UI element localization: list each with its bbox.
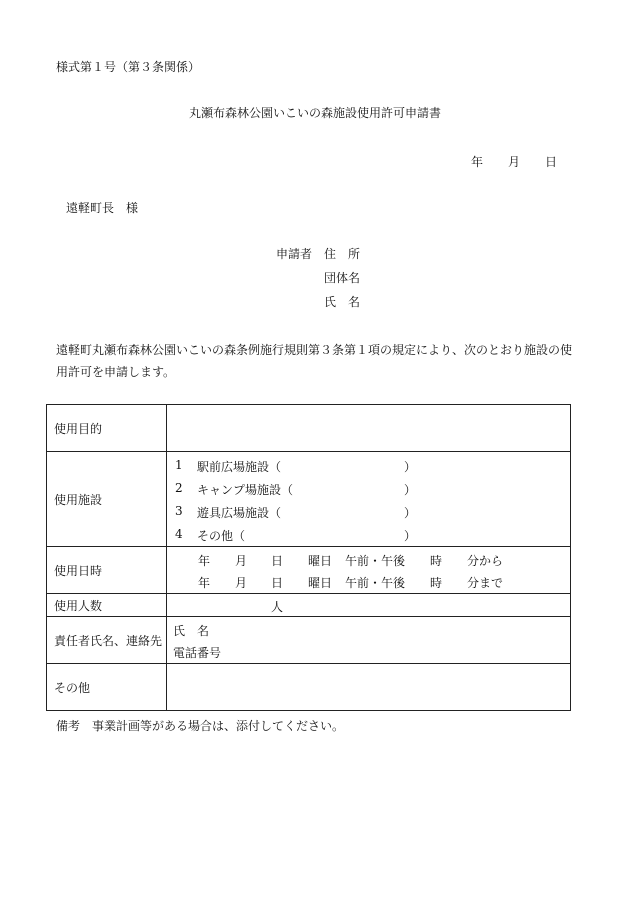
date-year-label: 年	[471, 155, 484, 169]
people-unit: 人	[271, 600, 284, 614]
row-purpose	[47, 405, 571, 452]
facility-item-name: キャンプ場施設（	[197, 483, 294, 497]
facility-item-number: 4	[175, 527, 183, 541]
contact-label: 責任者氏名、連絡先	[47, 617, 167, 664]
facility-item-number: 3	[175, 504, 183, 518]
facility-item-number: 2	[175, 481, 183, 495]
facility-item-name: その他（	[197, 529, 246, 543]
request-body-text: 遠軽町丸瀬布森林公園いこいの森条例施行規則第３条第１項の規定により、次のとおり施設の使用許可を申請します。	[56, 343, 573, 379]
contact-name-label: 氏 名	[173, 624, 210, 638]
applicant-name-label: 氏 名	[324, 295, 361, 309]
end-hour-label: 時	[430, 576, 443, 590]
facility-item-name: 遊具広場施設（	[197, 506, 282, 520]
facility-item-close: ）	[404, 483, 417, 497]
other-label: その他	[47, 664, 167, 711]
contact-field[interactable]	[167, 617, 571, 664]
facility-item-close: ）	[404, 506, 417, 520]
start-hour-label: 時	[430, 554, 443, 568]
contact-phone-label: 電話番号	[173, 646, 222, 660]
start-year-label: 年	[198, 554, 211, 568]
applicant-label: 申請者	[276, 247, 313, 261]
form-number: 様式第１号（第３条関係）	[56, 60, 201, 74]
datetime-start-line[interactable]	[167, 548, 570, 570]
purpose-label: 使用目的	[47, 405, 167, 452]
row-contact	[47, 617, 571, 664]
application-table	[46, 404, 571, 711]
datetime-end-line[interactable]	[167, 570, 570, 592]
datetime-field[interactable]	[167, 547, 571, 594]
people-label: 使用人数	[47, 594, 167, 617]
end-month-label: 月	[235, 576, 248, 590]
other-field[interactable]	[167, 664, 571, 711]
end-ampm-label: 午前・午後	[345, 576, 406, 590]
facility-item[interactable]	[167, 453, 570, 476]
start-day-label: 日	[271, 554, 284, 568]
start-month-label: 月	[235, 554, 248, 568]
row-people	[47, 594, 571, 617]
facility-item[interactable]	[167, 476, 570, 499]
end-weekday-label: 曜日	[308, 576, 333, 590]
facility-item-number: 1	[175, 458, 183, 472]
applicant-address-label: 住 所	[324, 247, 361, 261]
facility-item-close: ）	[404, 529, 417, 543]
end-day-label: 日	[271, 576, 284, 590]
row-other	[47, 664, 571, 711]
facility-item-name: 駅前広場施設（	[197, 460, 282, 474]
facility-item-close: ）	[404, 460, 417, 474]
row-facility	[47, 452, 571, 547]
date-day-label: 日	[545, 155, 558, 169]
facility-item[interactable]	[167, 522, 570, 545]
facility-label: 使用施設	[47, 452, 167, 547]
end-year-label: 年	[198, 576, 211, 590]
remarks-note: 備考 事業計画等がある場合は、添付してください。	[56, 719, 345, 733]
date-month-label: 月	[508, 155, 521, 169]
document-title: 丸瀬布森林公園いこいの森施設使用許可申請書	[188, 106, 441, 120]
start-ampm-label: 午前・午後	[345, 554, 406, 568]
people-field[interactable]	[167, 594, 571, 617]
end-minute-label: 分まで	[467, 576, 504, 590]
facility-field[interactable]	[167, 452, 571, 547]
datetime-label: 使用日時	[47, 547, 167, 594]
start-minute-label: 分から	[467, 554, 504, 568]
addressee: 遠軽町長 様	[66, 201, 139, 215]
row-datetime	[47, 547, 571, 594]
applicant-group-label: 団体名	[324, 271, 361, 285]
start-weekday-label: 曜日	[308, 554, 333, 568]
purpose-field[interactable]	[167, 405, 571, 452]
facility-item[interactable]	[167, 499, 570, 522]
